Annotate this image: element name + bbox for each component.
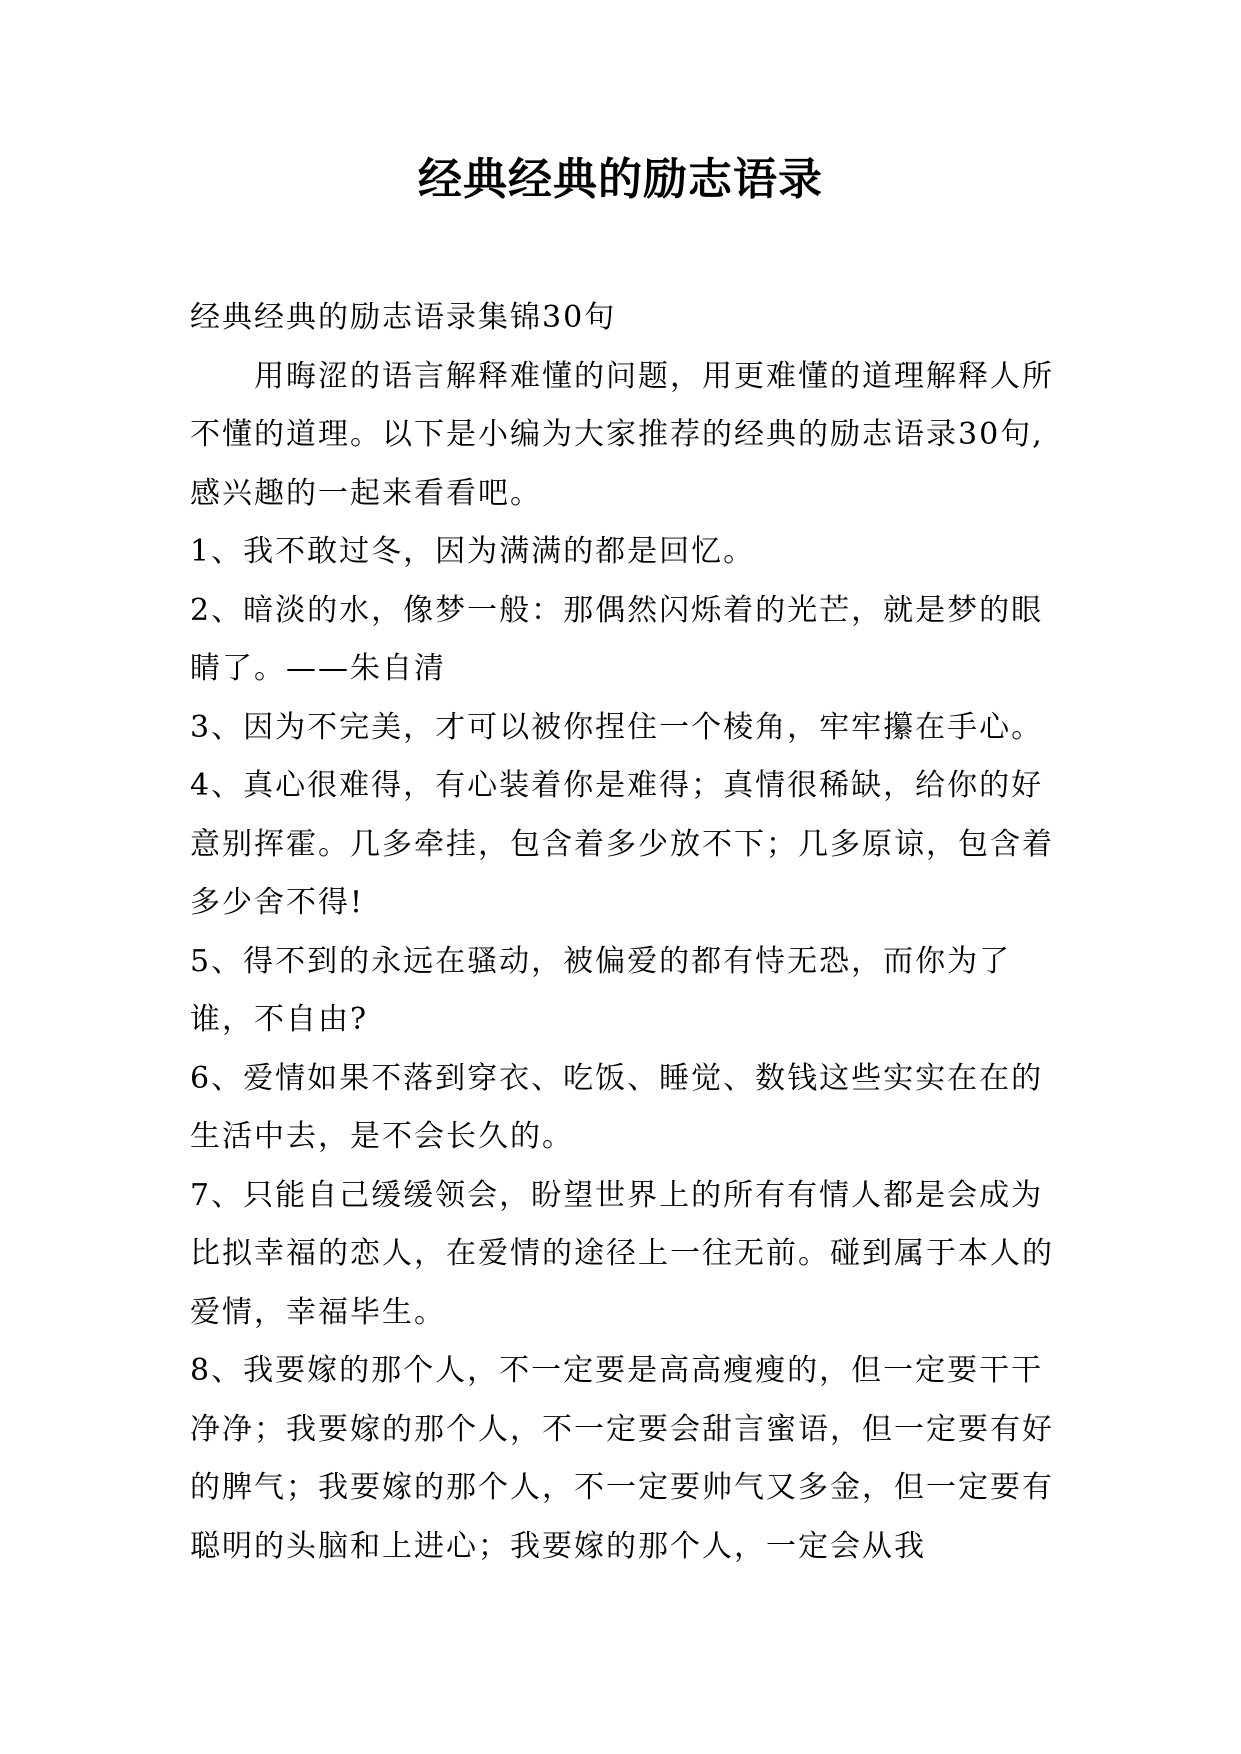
quote-item-4: 4、真心很难得，有心装着你是难得；真情很稀缺，给你的好意别挥霍。几多牵挂，包含着多少放不下；几多原谅，包含着多少舍不得! — [190, 768, 1054, 920]
intro-paragraph: 用晦涩的语言解释难懂的问题，用更难懂的道理解释人所不懂的道理。以下是小编为大家推荐的经典的励志语录30句,感兴趣的一起来看看吧。 — [190, 358, 1054, 511]
quote-item-6: 6、爱情如果不落到穿衣、吃饭、睡觉、数钱这些实实在在的生活中去，是不会长久的。 — [190, 1060, 1044, 1154]
quote-item-2: 2、暗淡的水，像梦一般：那偶然闪烁着的光芒，就是梦的眼睛了。——朱自清 — [190, 592, 1044, 686]
quote-item-8: 8、我要嫁的那个人，不一定要是高高瘦瘦的，但一定要干干净净；我要嫁的那个人，不一定要会甜言蜜语，但一定要有好的脾气；我要嫁的那个人，不一定要帅气又多金，但一定要有聪明的头脑和上进心；我要嫁的那个人，一定会从我 — [190, 1353, 1054, 1564]
quote-item-3: 3、因为不完美，才可以被你捏住一个棱角，牢牢攥在手心。 — [190, 709, 1044, 745]
quote-item-7: 7、只能自己缓缓领会，盼望世界上的所有有情人都是会成为比拟幸福的恋人，在爱情的途径上一往无前。碰到属于本人的爱情，幸福毕生。 — [190, 1177, 1054, 1330]
document-title: 经典经典的励志语录 — [418, 154, 823, 205]
quote-item-5: 5、得不到的永远在骚动，被偏爱的都有恃无恐，而你为了谁，不自由? — [190, 943, 1012, 1037]
quote-item-1: 1、我不敢过冬，因为满满的都是回忆。 — [190, 534, 756, 569]
document-subtitle: 经典经典的励志语录集锦30句 — [190, 300, 617, 335]
document-body — [190, 289, 1060, 1576]
